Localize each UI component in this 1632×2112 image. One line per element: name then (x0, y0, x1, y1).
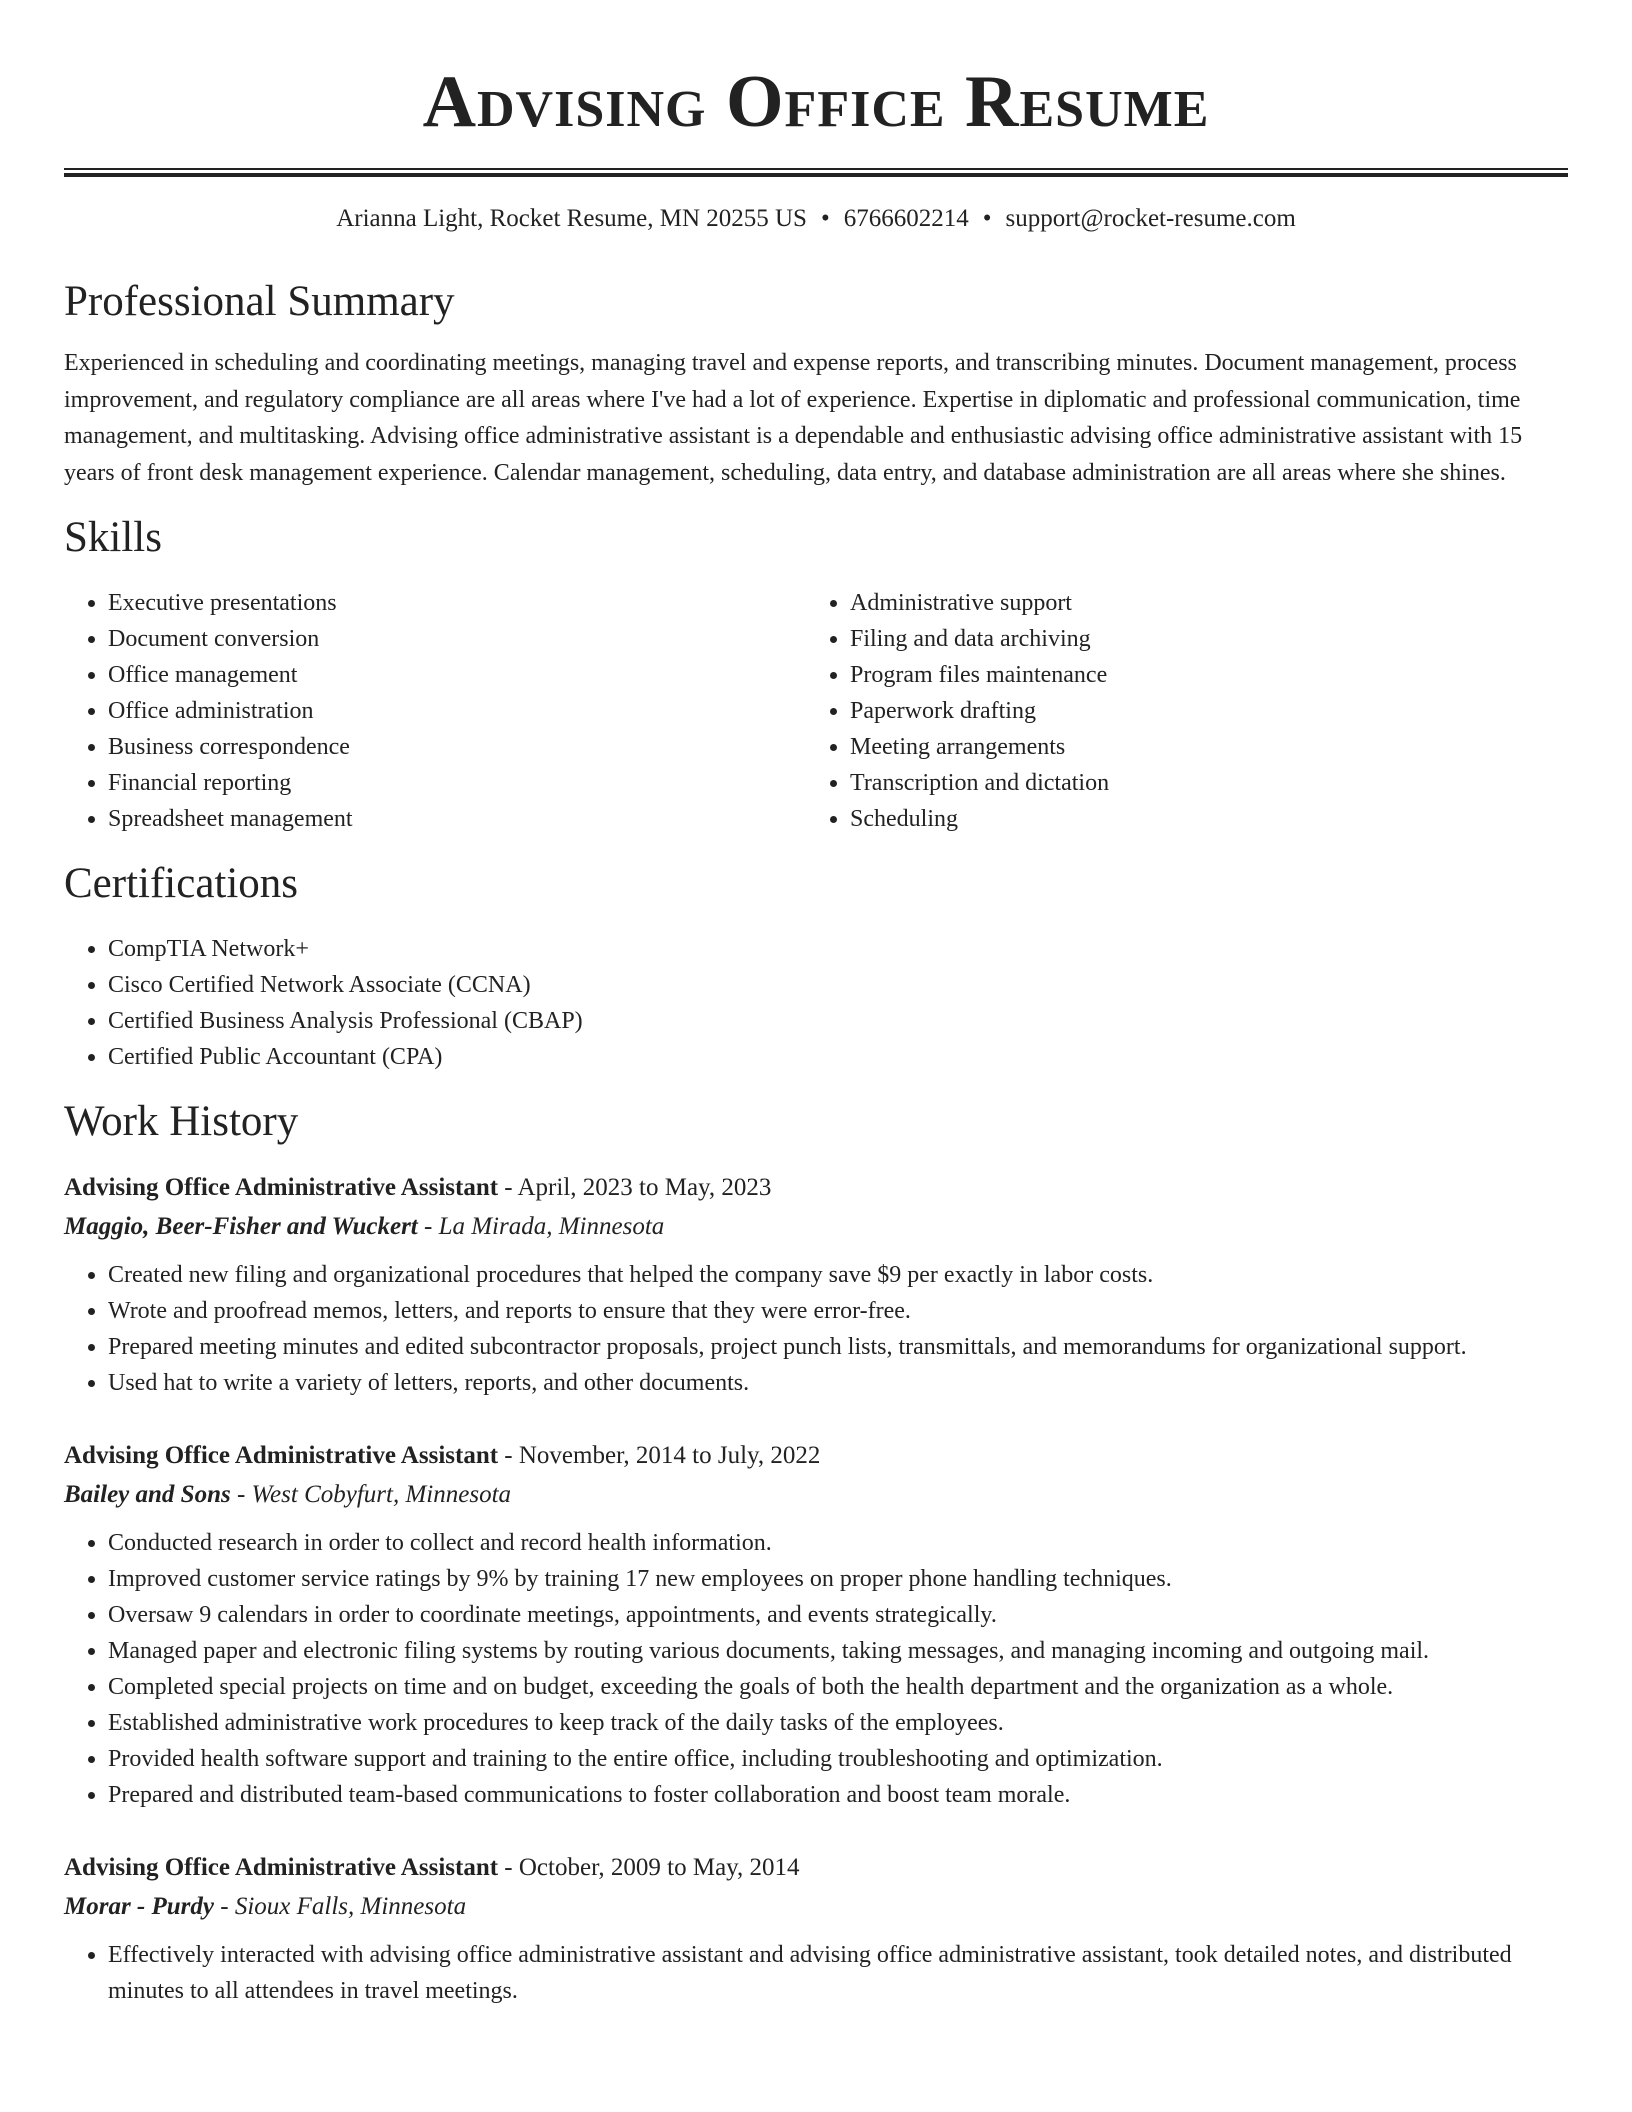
contact-separator: • (820, 205, 830, 232)
job-duty: • Created new filing and organizational procedures that helped the company save $9 per exactly in labor costs. (108, 1257, 1568, 1293)
job-dash: - (498, 1442, 519, 1469)
skill-item: • Paperwork drafting (850, 693, 1548, 729)
job-entry (64, 1169, 1568, 1401)
contact-line (64, 203, 1568, 235)
job-duty: • Conducted research in order to collect and record health information. (108, 1525, 1568, 1561)
skill-item: • Executive presentations (108, 585, 806, 621)
skill-item: • Transcription and dictation (850, 765, 1548, 801)
contact-phone: 6766602214 (843, 205, 969, 232)
job-duty: • Used hat to write a variety of letters, reports, and other documents. (108, 1365, 1568, 1401)
job-duty: • Improved customer service ratings by 9% by training 17 new employees on proper phone handling techniques. (108, 1561, 1568, 1597)
job-dates: October, 2009 to May, 2014 (518, 1854, 800, 1881)
skill-item: • Office administration (108, 693, 806, 729)
skill-item: • Document conversion (108, 621, 806, 657)
job-role: Advising Office Administrative Assistant (64, 1854, 499, 1881)
job-duty: • Established administrative work procedures to keep track of the daily tasks of the employees. (108, 1705, 1568, 1741)
job-location: La Mirada, Minnesota (438, 1213, 665, 1240)
job-duty: • Wrote and proofread memos, letters, and reports to ensure that they were error-free. (108, 1293, 1568, 1329)
resume-title: Advising Office Resume (422, 61, 1210, 143)
job-duty: • Effectively interacted with advising office administrative assistant and advising office administrative assistant, took detailed notes, and distributed minutes to all attendees in travel meetings. (108, 1937, 1568, 2009)
skill-item: • Administrative support (850, 585, 1548, 621)
job-entry (64, 1849, 1568, 2009)
job-company: Maggio, Beer-Fisher and Wuckert (64, 1213, 418, 1240)
work-history-heading: Work History (64, 1098, 299, 1145)
summary-text: Experienced in scheduling and coordinating meetings, managing travel and expense reports, and transcribing minutes. Document management, process improvement, and regulatory compliance are all areas where I've had a lot of experience. Expertise in diplomatic and professional communication, time management, and multitasking. Advising office administrative assistant is a dependable and enthusiastic advising office administrative assistant with 15 years of front desk management experience. Calendar management, scheduling, data entry, and database administration are all areas where she shines. (64, 350, 1523, 486)
job-dash: - (498, 1174, 518, 1201)
job-duties (64, 1937, 1568, 2009)
skill-item: • Office management (108, 657, 806, 693)
job-company-line (64, 1475, 1568, 1515)
skills-column-left (64, 585, 806, 837)
skill-item: • Meeting arrangements (850, 729, 1548, 765)
skill-item: • Business correspondence (108, 729, 806, 765)
certification-item: • Certified Public Accountant (CPA) (108, 1039, 1568, 1075)
job-duties (64, 1257, 1568, 1401)
job-duty: • Oversaw 9 calendars in order to coordinate meetings, appointments, and events strategically. (108, 1597, 1568, 1633)
certification-item: • Cisco Certified Network Associate (CCNA) (108, 967, 1568, 1003)
certification-item: • CompTIA Network+ (108, 931, 1568, 967)
job-company-line (64, 1207, 1568, 1247)
job-dash: - (498, 1854, 519, 1881)
job-title-line (64, 1169, 1568, 1207)
job-dates: November, 2014 to July, 2022 (518, 1442, 821, 1469)
skills-heading: Skills (64, 514, 162, 561)
job-duty: • Provided health software support and training to the entire office, including troubleshooting and optimization. (108, 1741, 1568, 1777)
job-title-line (64, 1437, 1568, 1475)
job-location: West Cobyfurt, Minnesota (251, 1481, 512, 1508)
contact-separator: • (982, 205, 992, 232)
skills-column-right (806, 585, 1548, 837)
job-company: Bailey and Sons (64, 1481, 231, 1508)
job-company: Morar - Purdy (64, 1893, 215, 1920)
job-entry (64, 1437, 1568, 1813)
job-company-line (64, 1887, 1568, 1927)
skill-item: • Financial reporting (108, 765, 806, 801)
job-title-line (64, 1849, 1568, 1887)
skills-grid (64, 585, 1568, 837)
job-duty: • Managed paper and electronic filing systems by routing various documents, taking messages, and managing incoming and outgoing mail. (108, 1633, 1568, 1669)
skill-item: • Filing and data archiving (850, 621, 1548, 657)
job-dates: April, 2023 to May, 2023 (517, 1174, 772, 1201)
certification-item: • Certified Business Analysis Professional (CBAP) (108, 1003, 1568, 1039)
certifications-list (64, 931, 1568, 1075)
skill-item: • Program files maintenance (850, 657, 1548, 693)
job-duty: • Prepared meeting minutes and edited subcontractor proposals, project punch lists, transmittals, and memorandums for organizational support. (108, 1329, 1568, 1365)
job-dash: - (230, 1481, 252, 1508)
job-role: Advising Office Administrative Assistant (64, 1174, 499, 1201)
skill-item: • Scheduling (850, 801, 1548, 837)
job-role: Advising Office Administrative Assistant (64, 1442, 499, 1469)
title-divider (64, 168, 1568, 177)
skill-item: • Spreadsheet management (108, 801, 806, 837)
job-location: Sioux Falls, Minnesota (234, 1893, 467, 1920)
contact-address: Arianna Light, Rocket Resume, MN 20255 US (336, 205, 807, 232)
contact-email: support@rocket-resume.com (1005, 205, 1296, 232)
job-duty: • Prepared and distributed team-based communications to foster collaboration and boost team morale. (108, 1777, 1568, 1813)
job-duty: • Completed special projects on time and on budget, exceeding the goals of both the health department and the organization as a whole. (108, 1669, 1568, 1705)
job-dash: - (417, 1213, 439, 1240)
job-dash: - (214, 1893, 235, 1920)
summary-heading: Professional Summary (64, 278, 455, 325)
certifications-heading: Certifications (64, 860, 299, 907)
job-duties (64, 1525, 1568, 1813)
